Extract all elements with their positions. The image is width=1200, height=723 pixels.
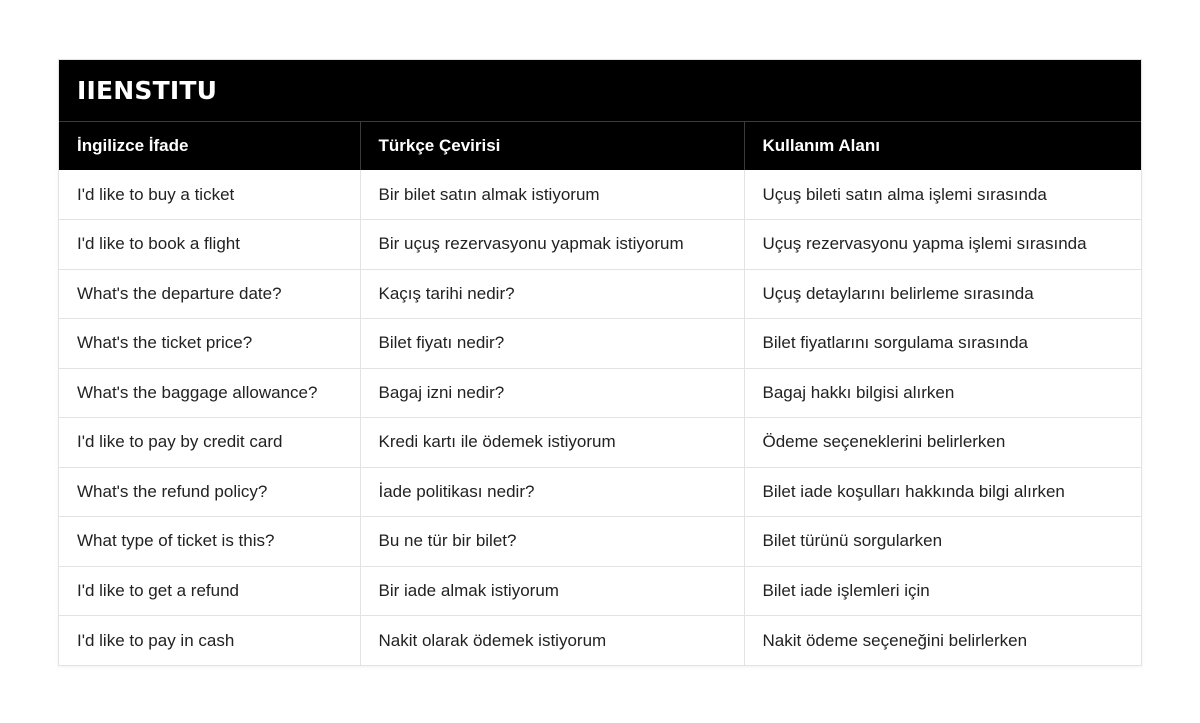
cell-usage: Nakit ödeme seçeneğini belirlerken (762, 630, 1028, 650)
table-row (59, 566, 1141, 616)
cell-english: What type of ticket is this? (59, 517, 360, 567)
brand-header (59, 60, 1141, 122)
cell-turkish: Kaçış tarihi nedir? (360, 269, 744, 319)
brand-title: IIENSTITU (77, 76, 218, 105)
cell-turkish: Bilet fiyatı nedir? (360, 319, 744, 369)
cell-usage: Bilet türünü sorgularken (744, 517, 1141, 567)
cell-usage: Bilet iade işlemleri için (744, 566, 1141, 616)
cell-english: What's the refund policy? (59, 467, 360, 517)
cell-usage: Uçuş bileti satın alma işlemi sırasında (744, 170, 1141, 220)
cell-turkish: İade politikası nedir? (360, 467, 744, 517)
column-header-english: İngilizce İfade (59, 122, 360, 170)
cell-english: What's the departure date? (59, 269, 360, 319)
cell-usage: Ödeme seçeneklerini belirlerken (744, 418, 1141, 468)
table-row (59, 418, 1141, 468)
table-row (59, 269, 1141, 319)
cell-turkish: Nakit olarak ödemek istiyorum (360, 616, 744, 666)
cell-usage: Uçuş rezervasyonu yapma işlemi sırasında (744, 220, 1141, 270)
cell-english: What's the baggage allowance? (59, 368, 360, 418)
phrase-table-card (58, 59, 1142, 666)
table-row (59, 220, 1141, 270)
cell-usage: Bilet iade koşulları hakkında bilgi alırken (744, 467, 1141, 517)
table-row (59, 467, 1141, 517)
cell-turkish: Bir bilet satın almak istiyorum (360, 170, 744, 220)
cell-turkish: Bu ne tür bir bilet? (360, 517, 744, 567)
cell-english: I'd like to pay by credit card (59, 418, 360, 468)
cell-usage: Bilet fiyatlarını sorgulama sırasında (744, 319, 1141, 369)
table-row (59, 170, 1141, 220)
cell-turkish: Kredi kartı ile ödemek istiyorum (360, 418, 744, 468)
cell-english: What's the ticket price? (59, 319, 360, 369)
table-row (59, 517, 1141, 567)
cell-english: I'd like to book a flight (59, 220, 360, 270)
cell-usage: Bagaj hakkı bilgisi alırken (744, 368, 1141, 418)
column-header-usage: Kullanım Alanı (744, 122, 1141, 170)
cell-turkish: Bir iade almak istiyorum (360, 566, 744, 616)
cell-english: I'd like to pay in cash (59, 616, 360, 666)
table-row (59, 616, 1141, 666)
cell-turkish: Bagaj izni nedir? (360, 368, 744, 418)
column-header-turkish: Türkçe Çevirisi (360, 122, 744, 170)
table-row (59, 368, 1141, 418)
cell-turkish: Bir uçuş rezervasyonu yapmak istiyorum (360, 220, 744, 270)
table-row (59, 319, 1141, 369)
cell-usage: Uçuş detaylarını belirleme sırasında (744, 269, 1141, 319)
table-header-row (59, 122, 1141, 170)
cell-english: I'd like to get a refund (59, 566, 360, 616)
phrase-table (59, 122, 1141, 665)
cell-english: I'd like to buy a ticket (59, 170, 360, 220)
